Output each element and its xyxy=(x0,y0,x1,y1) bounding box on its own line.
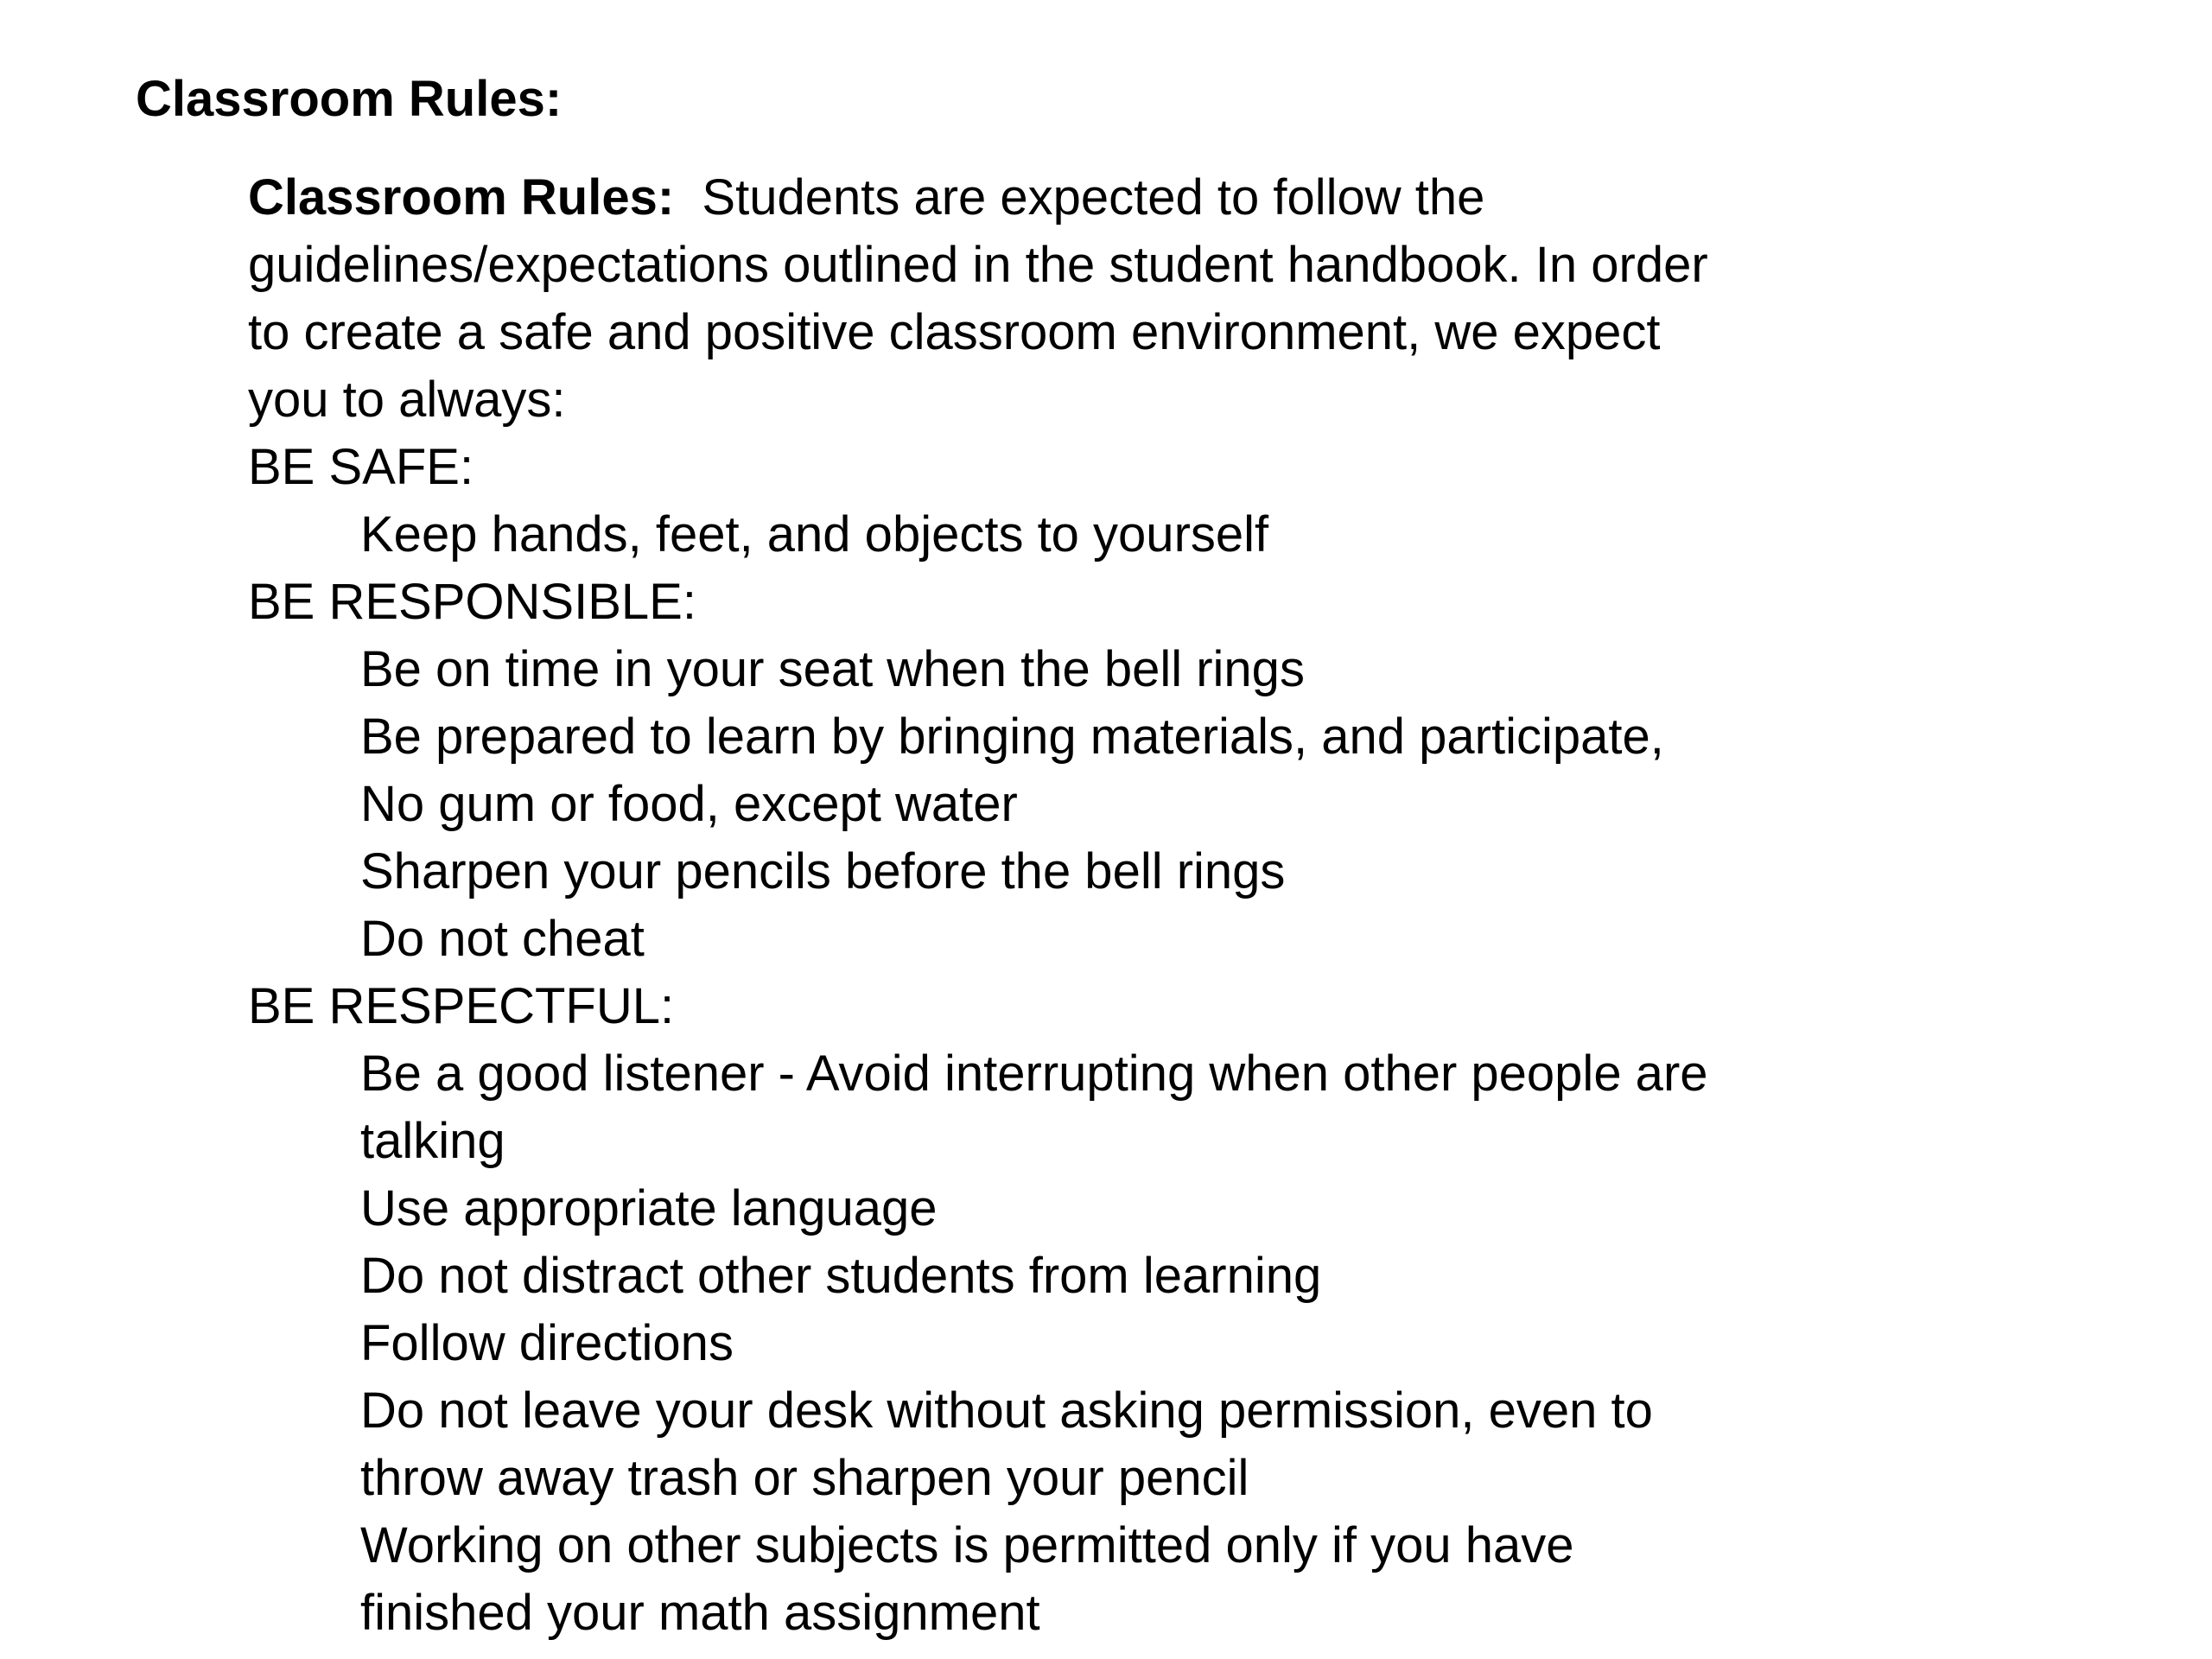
section-title-be-respectful: BE RESPECTFUL: xyxy=(248,978,675,1034)
rule-item: Keep hands, feet, and objects to yourself xyxy=(360,506,1269,563)
intro-line: to create a safe and positive classroom environment, we expect xyxy=(248,304,1661,360)
rule-item: Do not leave your desk without asking permission, even to xyxy=(360,1382,1653,1439)
rule-item: Be a good listener - Avoid interrupting when other people are xyxy=(360,1046,1708,1102)
section-title-be-safe: BE SAFE: xyxy=(248,439,474,495)
rules-body xyxy=(248,164,2166,1647)
rule-item: Working on other subjects is permitted only if you have xyxy=(360,1517,1574,1573)
rule-item: Do not distract other students from learning xyxy=(360,1248,1322,1304)
intro-first-text: Students are expected to follow the xyxy=(702,169,1485,226)
rule-item-continuation: talking xyxy=(360,1113,505,1169)
rule-item-continuation: finished your math assignment xyxy=(360,1585,1040,1641)
rule-item: Be prepared to learn by bringing materials, and participate, xyxy=(360,709,1664,765)
rule-item: No gum or food, except water xyxy=(360,776,1018,832)
intro-label: Classroom Rules: xyxy=(248,169,675,226)
intro-first-line xyxy=(248,164,2166,232)
rule-item: Do not cheat xyxy=(360,911,645,967)
rule-item-continuation: throw away trash or sharpen your pencil xyxy=(360,1450,1249,1506)
page-title: Classroom Rules: xyxy=(136,71,563,127)
rule-item: Be on time in your seat when the bell rings xyxy=(360,641,1305,697)
intro-line: guidelines/expectations outlined in the student handbook. In order xyxy=(248,237,1708,293)
section-title-be-responsible: BE RESPONSIBLE: xyxy=(248,574,696,630)
rule-item: Use appropriate language xyxy=(360,1180,938,1236)
rule-item: Sharpen your pencils before the bell rings xyxy=(360,843,1286,899)
intro-line: you to always: xyxy=(248,372,566,428)
rule-item: Follow directions xyxy=(360,1315,734,1371)
